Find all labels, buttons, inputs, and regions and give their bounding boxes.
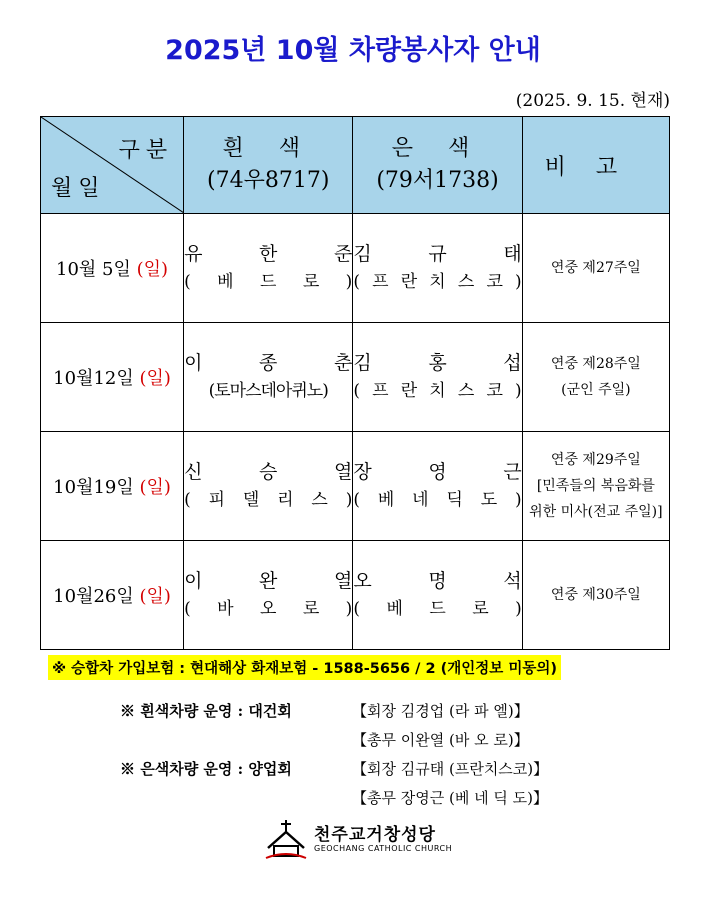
name-char: 이: [184, 570, 203, 592]
header-category-cell: [41, 117, 184, 214]
note-line: 연중 제27주일: [550, 260, 641, 276]
baptismal-char: 치: [429, 381, 446, 401]
note-cell: [522, 323, 669, 432]
baptismal-text: (토마스데아퀴노): [208, 381, 328, 401]
header-category-top: 구분: [118, 138, 174, 163]
name-char: 신: [184, 461, 203, 483]
baptismal-char: ): [345, 490, 353, 510]
baptismal-char: 베: [217, 272, 234, 292]
silver-volunteer-name: [353, 349, 521, 377]
white-volunteer-name: [184, 349, 352, 377]
header-silver-color: 은 색: [391, 136, 484, 161]
white-car-volunteer: [184, 323, 353, 432]
baptismal-char: 로: [302, 599, 320, 619]
silver-car-volunteer: [353, 541, 522, 650]
baptismal-char: 치: [429, 272, 446, 292]
date-cell: [41, 432, 184, 541]
baptismal-char: 코: [486, 272, 503, 292]
header-silver-plate: (79서1738): [376, 168, 499, 193]
logo-english: GEOCHANG CATHOLIC CHURCH: [314, 844, 453, 853]
operation-line: [120, 787, 548, 808]
name-char: 석: [503, 570, 522, 592]
baptismal-char: 도: [480, 490, 498, 510]
baptismal-char: 프: [372, 381, 389, 401]
table-row: [41, 323, 670, 432]
note-line: 연중 제30주일: [550, 587, 641, 603]
baptismal-char: 스: [311, 490, 328, 510]
note-line: (군인 주일): [561, 382, 631, 398]
silver-volunteer-baptismal: [353, 595, 521, 623]
header-white-car: [184, 117, 353, 214]
name-char: 한: [259, 243, 278, 265]
baptismal-char: (: [184, 272, 191, 292]
name-char: 유: [184, 243, 203, 265]
baptismal-char: ): [515, 381, 522, 401]
page-title: 2025년 10월 차량봉사자 안내: [165, 35, 541, 66]
date-cell: [41, 214, 184, 323]
baptismal-char: 딕: [446, 490, 463, 510]
name-char: 태: [503, 243, 522, 265]
baptismal-char: 로: [302, 272, 320, 292]
baptismal-char: 코: [486, 381, 503, 401]
baptismal-char: 로: [472, 599, 489, 619]
name-char: 섭: [503, 352, 522, 374]
name-char: 명: [428, 570, 447, 592]
name-char: 영: [428, 461, 447, 483]
operation-contact: 【총무 장영근 (베 네 딕 도)】: [352, 789, 548, 807]
date-text: 10월12일: [53, 368, 140, 389]
note-cell: [522, 214, 669, 323]
baptismal-char: (: [353, 490, 360, 510]
silver-volunteer-name: [353, 240, 521, 268]
schedule-table: [40, 116, 670, 650]
name-char: 김: [353, 243, 372, 265]
insurance-notice: ※ 승합차 가입보험 : 현대해상 화재보험 - 1588-5656 / 2 (개인정보 미동의): [48, 655, 561, 680]
date-text: 10월26일: [53, 586, 140, 607]
baptismal-char: ): [345, 272, 353, 292]
white-car-volunteer: [184, 214, 353, 323]
white-volunteer-baptismal: [184, 486, 352, 514]
baptismal-char: 오: [259, 599, 277, 619]
baptismal-char: (: [353, 599, 360, 619]
name-char: 홍: [428, 352, 447, 374]
date-text: 10월 5일: [56, 259, 137, 280]
name-char: 승: [259, 461, 278, 483]
name-char: 규: [428, 243, 447, 265]
baptismal-char: 베: [377, 490, 395, 510]
baptismal-char: 베: [386, 599, 403, 619]
note-line: 연중 제28주일: [550, 356, 641, 372]
silver-volunteer-baptismal: [353, 268, 521, 296]
operation-label: ※ 은색차량 운영 : 양업회: [120, 760, 292, 778]
white-volunteer-baptismal: [184, 595, 352, 623]
name-char: 오: [353, 570, 372, 592]
name-char: 완: [259, 570, 278, 592]
baptismal-char: 델: [242, 490, 260, 510]
weekday-text: (일): [139, 477, 171, 498]
silver-volunteer-baptismal: [353, 377, 521, 405]
white-volunteer-name: [184, 240, 352, 268]
note-cell: [522, 541, 669, 650]
date-text: 10월19일: [53, 477, 140, 498]
name-char: 준: [334, 243, 353, 265]
baptismal-char: ): [515, 599, 522, 619]
table-row: [41, 214, 670, 323]
baptismal-char: 스: [457, 272, 475, 292]
name-char: 근: [503, 461, 522, 483]
name-char: 장: [353, 461, 372, 483]
white-car-volunteer: [184, 541, 353, 650]
baptismal-char: (: [353, 381, 360, 401]
white-volunteer-baptismal: [184, 268, 352, 296]
header-white-color: 흰 색: [222, 136, 314, 161]
operation-contact: 【총무 이완열 (바 오 로)】: [352, 731, 529, 749]
note-line: 연중 제29주일: [550, 452, 641, 468]
operation-contact: 【회장 김경업 (라 파 엘)】: [352, 702, 529, 720]
header-category-bottom: 월일: [51, 176, 106, 201]
name-char: 김: [353, 352, 372, 374]
logo-name: 천주교거창성당: [314, 825, 436, 845]
operation-label: ※ 흰색차량 운영 : 대건회: [120, 702, 292, 720]
baptismal-char: ): [345, 599, 353, 619]
baptismal-char: 피: [208, 490, 226, 510]
table-row: [41, 541, 670, 650]
church-icon: [264, 818, 308, 860]
church-logo: [264, 818, 453, 864]
silver-volunteer-name: [353, 567, 521, 595]
weekday-text: (일): [136, 259, 169, 280]
silver-car-volunteer: [353, 323, 522, 432]
operation-contact: 【회장 김규태 (프란치스코)】: [352, 760, 549, 778]
baptismal-char: 스: [457, 381, 475, 401]
baptismal-char: 프: [372, 272, 389, 292]
white-volunteer-name: [184, 458, 352, 486]
operation-line: [120, 729, 529, 750]
silver-volunteer-baptismal: [353, 486, 521, 514]
baptismal-char: 네: [412, 490, 429, 510]
name-char: 종: [259, 352, 278, 374]
baptismal-char: 란: [400, 381, 418, 401]
baptismal-char: 드: [259, 272, 277, 292]
weekday-text: (일): [139, 586, 171, 607]
baptismal-char: 리: [277, 490, 294, 510]
header-white-plate: (74우8717): [207, 168, 330, 193]
silver-volunteer-name: [353, 458, 521, 486]
baptismal-char: 바: [217, 599, 234, 619]
weekday-text: (일): [139, 368, 171, 389]
name-char: 춘: [334, 352, 353, 374]
name-char: 이: [184, 352, 203, 374]
name-char: 열: [334, 461, 353, 483]
date-cell: [41, 541, 184, 650]
note-line: 위한 미사(전교 주일)]: [529, 504, 663, 520]
header-note: 비고: [522, 117, 669, 214]
silver-car-volunteer: [353, 214, 522, 323]
note-cell: [522, 432, 669, 541]
header-silver-car: [353, 117, 522, 214]
white-volunteer-name: [184, 567, 352, 595]
operation-line: [120, 758, 548, 779]
baptismal-char: (: [184, 599, 191, 619]
white-volunteer-baptismal: [184, 377, 352, 405]
white-car-volunteer: [184, 432, 353, 541]
note-line: [민족들의 복음화를: [536, 478, 655, 494]
baptismal-char: ): [515, 490, 522, 510]
baptismal-char: (: [353, 272, 360, 292]
silver-car-volunteer: [353, 432, 522, 541]
as-of-date: (2025. 9. 15. 현재): [515, 91, 670, 111]
table-row: [41, 432, 670, 541]
table-header-row: [41, 117, 670, 214]
baptismal-char: 드: [429, 599, 446, 619]
baptismal-char: ): [515, 272, 522, 292]
name-char: 열: [334, 570, 353, 592]
baptismal-char: (: [184, 490, 191, 510]
operation-line: [120, 700, 529, 721]
baptismal-char: 란: [400, 272, 418, 292]
date-cell: [41, 323, 184, 432]
